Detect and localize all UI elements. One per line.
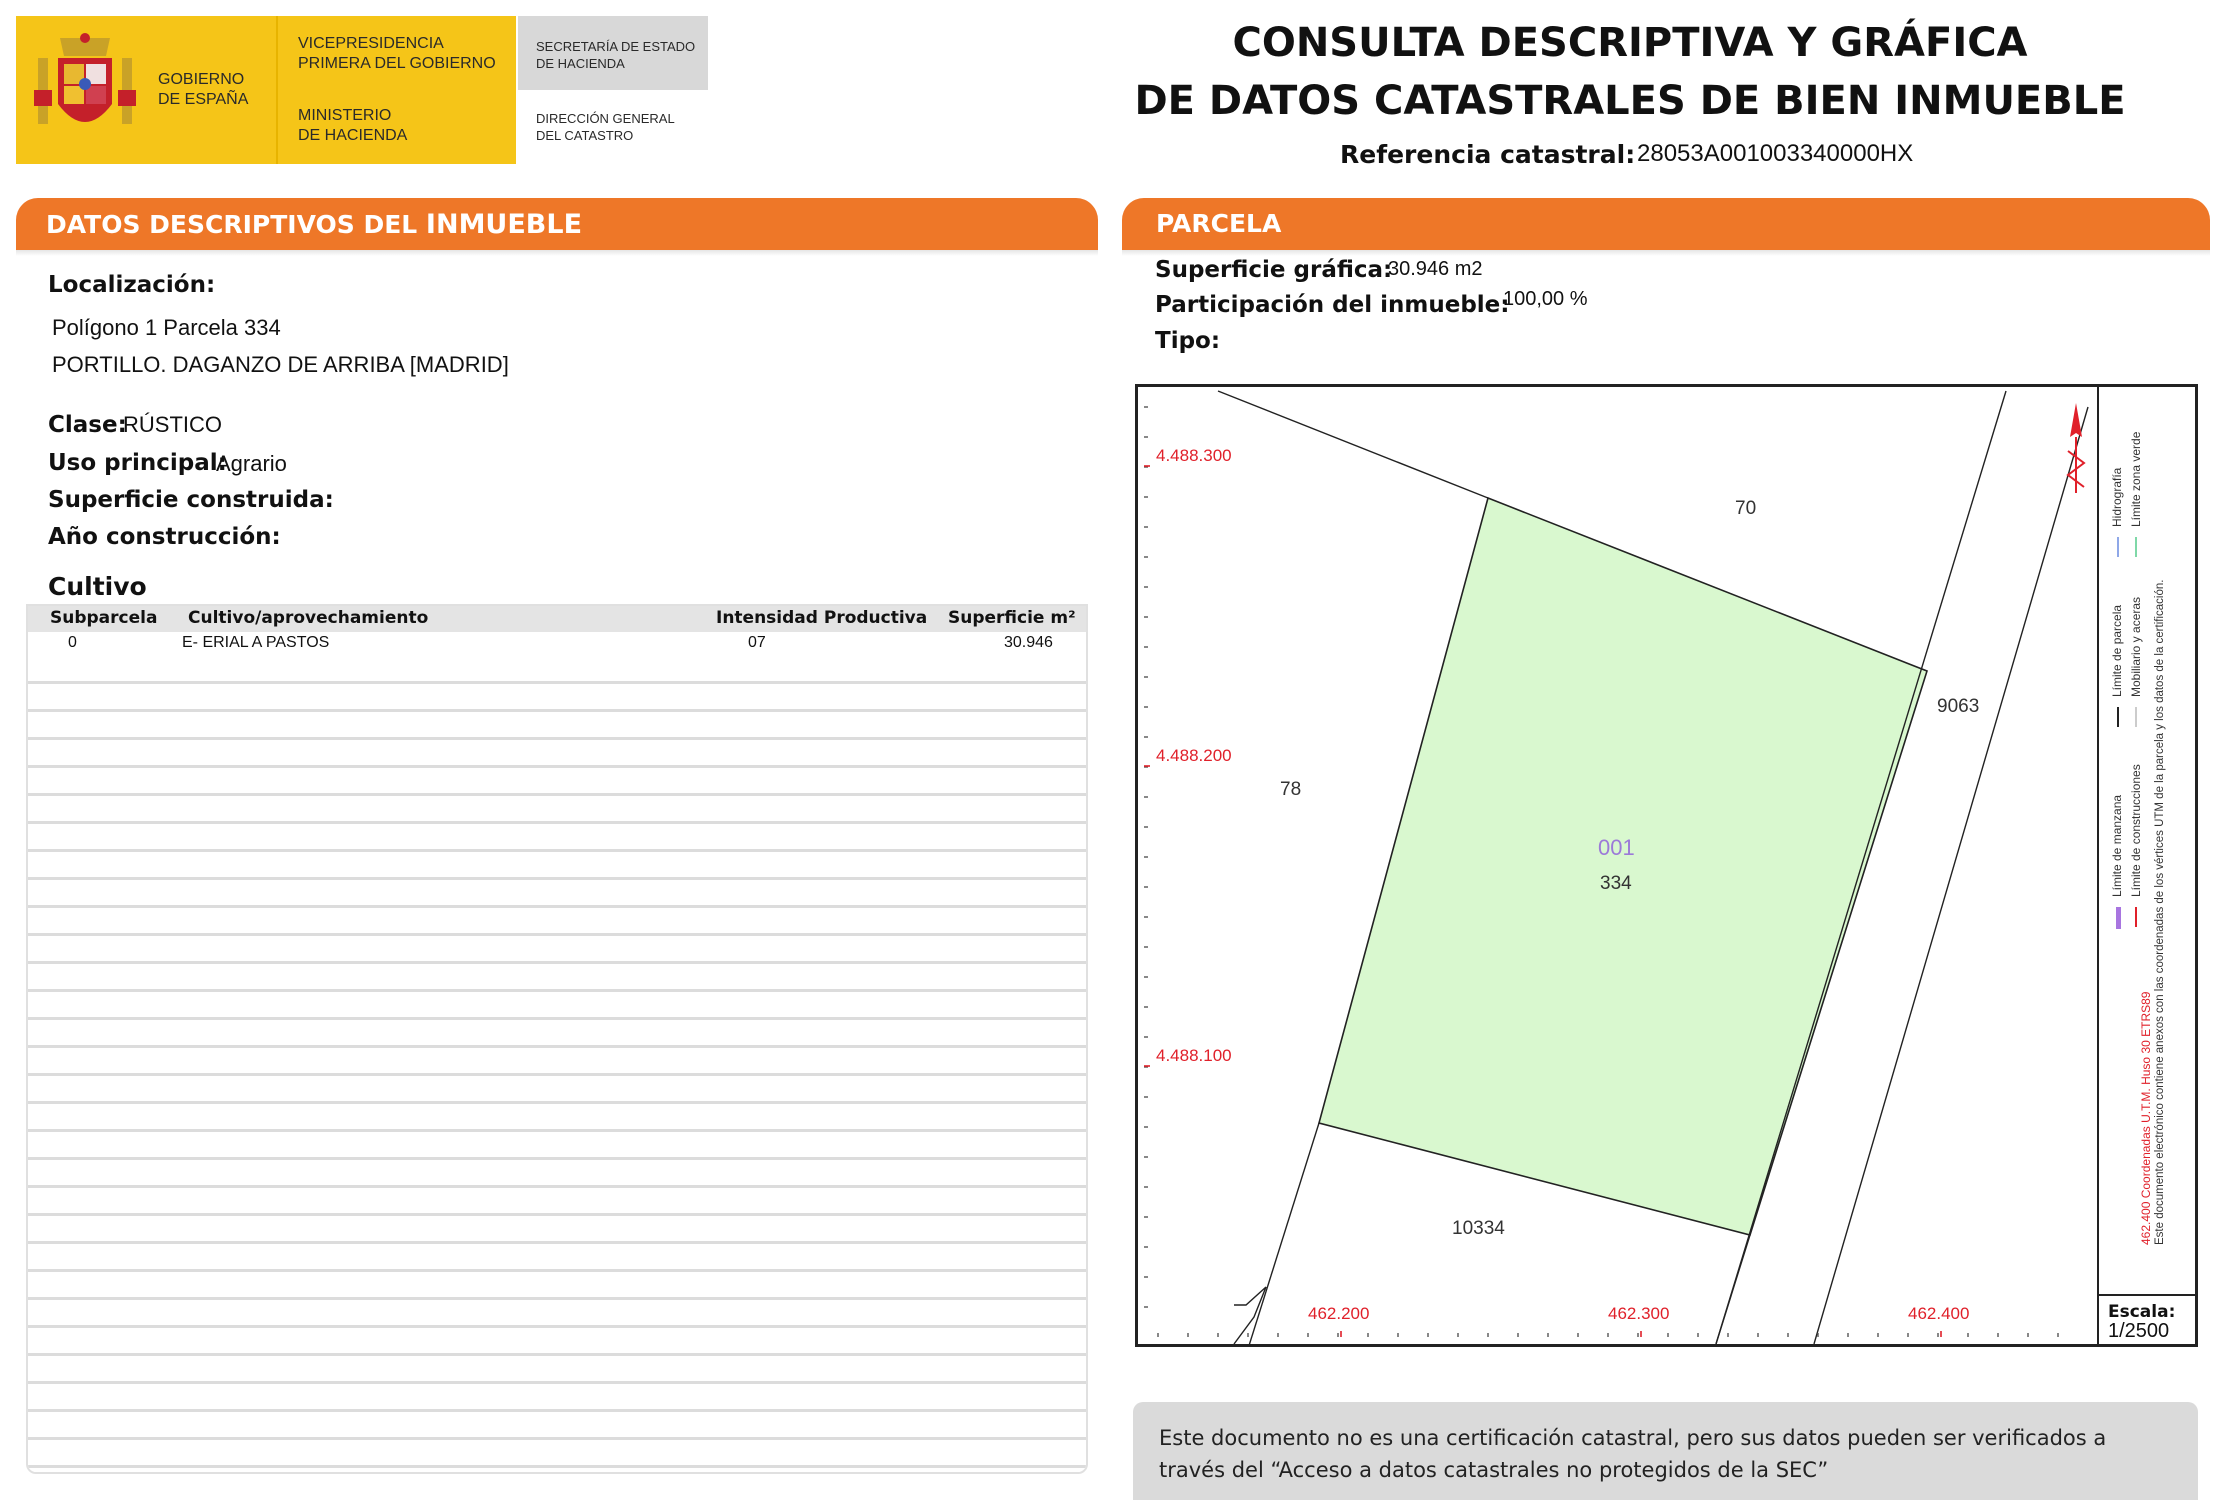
label-parcel-10334: 10334 <box>1452 1218 1505 1239</box>
title-line-1: CONSULTA DESCRIPTIVA Y GRÁFICA <box>1232 20 2028 66</box>
localizacion-label: Localización: <box>48 272 216 298</box>
col-intensidad: Intensidad Productiva <box>716 608 928 628</box>
label-parcel-70: 70 <box>1735 498 1757 519</box>
logo-gobierno-text: GOBIERNO DE ESPAÑA <box>158 71 249 108</box>
label-parcel-78: 78 <box>1280 779 1302 800</box>
north-arrow-icon <box>2068 403 2084 493</box>
cultivo-title: Cultivo <box>48 572 147 601</box>
coord-note-text: 462.400 Coordenadas U.T.M. Huso 30 ETRS89 <box>2139 991 2153 1245</box>
col-cultivo: Cultivo/aprovechamiento <box>188 608 429 628</box>
tipo-label: Tipo: <box>1155 328 1221 354</box>
clase-label: Clase: <box>48 412 127 438</box>
scale-value: 1/2500 <box>2108 1320 2170 1342</box>
clase-value: RÚSTICO <box>123 412 222 437</box>
cell-intensidad: 07 <box>748 634 766 651</box>
localizacion-line-2: PORTILLO. DAGANZO DE ARRIBA [MADRID] <box>52 352 509 377</box>
map-canvas <box>1138 387 2195 1344</box>
localizacion-line-1: Polígono 1 Parcela 334 <box>52 315 281 340</box>
y-label-3: 4.488.100 <box>1156 1046 1232 1065</box>
x-label-1: 462.200 <box>1308 1304 1370 1323</box>
participacion-value: 100,00 % <box>1503 288 1588 310</box>
legend-construcciones-text: Límite de construcciones <box>2129 764 2143 897</box>
cell-cultivo: E- ERIAL A PASTOS <box>182 634 330 651</box>
parcela-title: PARCELA <box>1156 209 1282 238</box>
coat-of-arms-icon <box>30 32 140 144</box>
ref-catastral-value: 28053A001003340000HX <box>1637 140 1914 167</box>
parcel-334-polygon <box>1319 498 1927 1235</box>
y-label-2: 4.488.200 <box>1156 746 1232 765</box>
logo-secretaria-text: SECRETARÍA DE ESTADO DE HACIENDA <box>536 39 696 71</box>
anio-construccion-label: Año construcción: <box>48 524 281 550</box>
descriptivos-title: DATOS DESCRIPTIVOS DEL INMUEBLE <box>46 209 583 240</box>
legend-hidrografia-text: Hidrografía <box>2110 467 2124 527</box>
legend-note-text: Este documento electrónico contiene anexos con las coordenadas de los vértices UTM de la parcela y los datos de la certificación. <box>2154 579 2166 1245</box>
label-parcel-9063: 9063 <box>1937 696 1980 717</box>
boundary-line-corner <box>1234 1287 1266 1344</box>
legend-mobiliario-text: Mobiliario y aceras <box>2129 596 2143 697</box>
superficie-grafica-value: 30.946 m2 <box>1388 258 1483 280</box>
y-axis-ticks <box>1144 407 1148 1307</box>
label-subparcel-001: 001 <box>1598 835 1635 860</box>
superficie-grafica-label: Superficie gráfica: <box>1155 257 1393 283</box>
descriptivos-header <box>16 198 1098 250</box>
uso-principal-label: Uso principal: <box>48 450 227 476</box>
x-axis-ticks <box>1158 1333 2058 1337</box>
logo-ministerio-text: MINISTERIO DE HACIENDA <box>298 107 408 144</box>
y-label-1: 4.488.300 <box>1156 446 1232 465</box>
legend-manzana-swatch <box>2116 907 2121 929</box>
table-empty-rows <box>28 656 1086 1474</box>
cell-subparcela: 0 <box>68 634 77 651</box>
legend-manzana-text: Límite de manzana <box>2110 794 2124 897</box>
table-header <box>28 606 1086 632</box>
verification-note: Este documento no es una certificación catastral, pero sus datos pueden ser verificados a través del “Acceso a datos catastrales no protegidos de la SEC” <box>1133 1402 2198 1500</box>
ref-catastral-label: Referencia catastral: <box>1340 140 1636 169</box>
title-line-2: DE DATOS CATASTRALES DE BIEN INMUEBLE <box>1134 78 2126 124</box>
page-title <box>1080 14 2180 130</box>
parcela-header <box>1122 198 2210 250</box>
x-label-3: 462.400 <box>1908 1304 1970 1323</box>
col-subparcela: Subparcela <box>50 608 158 628</box>
uso-principal-value: Agrario <box>216 451 287 476</box>
col-superficie: Superficie m² <box>948 608 1076 628</box>
logo-separator <box>276 16 278 164</box>
cell-superficie: 30.946 <box>1004 634 1053 651</box>
legend-zona-verde-text: Límite zona verde <box>2129 431 2143 527</box>
logo-direccion-text: DIRECCIÓN GENERAL DEL CATASTRO <box>536 111 675 143</box>
x-label-2: 462.300 <box>1608 1304 1670 1323</box>
boundary-line-north <box>1218 391 1488 498</box>
scale-label: Escala: <box>2108 1302 2176 1322</box>
cultivo-table <box>26 604 1088 1474</box>
superficie-construida-label: Superficie construida: <box>48 487 334 513</box>
parcel-map <box>1135 384 2198 1347</box>
participacion-label: Participación del inmueble: <box>1155 292 1510 318</box>
legend-parcela-text: Límite de parcela <box>2110 604 2124 697</box>
label-parcel-334: 334 <box>1600 873 1632 894</box>
boundary-line-south-west <box>1236 1123 1319 1344</box>
logo-vicepresidencia-text: VICEPRESIDENCIA PRIMERA DEL GOBIERNO <box>298 35 496 72</box>
